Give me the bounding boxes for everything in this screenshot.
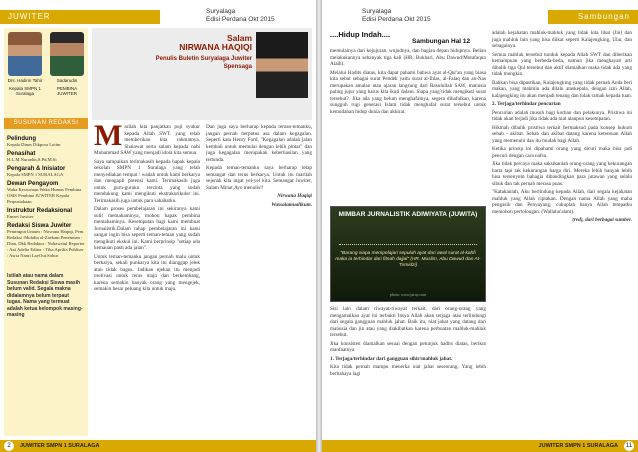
article-b8: Jika tidak percaya maka saksikanlah orang-orang yang kekurangan harta tapi tak kekurangan harga diri. Mereka lebih banyak lebih bisa tersenyum bahagia dibandingkan para jutawan yang selalu sibuk dan tak pernah merasa puas.	[492, 161, 632, 187]
headmaster-name: Drs. Hadirin Tahir	[7, 78, 43, 83]
penasihat-heading: Penasihat	[7, 151, 36, 157]
pelindung-heading: Pelindung	[7, 136, 36, 142]
salam-header-box	[92, 28, 312, 120]
headmaster-photo	[8, 32, 42, 76]
article-b2: Semua mahluk tersebut tunduk kepada Allah SWT dan diberikan kemampuan yang berbeda-beda, namun jika menghayati arti dibalik tiga Qul tersebut dan aktif diamalkan maka tidak ada yang tidak mungkin.	[492, 51, 632, 77]
pelindung-text: Kepala Dinas Dikpora Lotim	[7, 142, 61, 147]
salam-body-3: Dalam proses pembelajaran ini sekiranya kami sulit memahaminya, mohon bapak pembina memahaminya. Kesempatan bagi kami membuat Jurnalistik.Dalam tahap pembelajaran ini kami sangat ingin bisa seperti teman-teman yang sudah mengikuti ekskul ini. Kami berprinsip "setiap ada kemauan pasti ada jalan".	[94, 206, 200, 251]
left-issue-info	[206, 8, 275, 24]
right-header-bar	[548, 10, 638, 24]
right-footer-bar	[322, 440, 638, 452]
salam-body-5: Dan juga saya berharap kepada teman-temanku, jangan pernah berputus asa dalam kegagalan. Seperti kata Henry Ford, "Kegagalan adalah jalan kembali untuk memulai dengan lebih pintar" dan juga kegagalan merupakan keberhasilan yang tertunda.	[206, 124, 312, 163]
left-footer-text: JUWITER SMPN 1 SURALAGA	[20, 443, 100, 449]
article-column-2	[492, 30, 632, 438]
left-page	[0, 0, 316, 452]
quote-title: MIMBAR JURNALISTIK ADIWIYATA (JUWITA)	[338, 211, 478, 218]
staff-photos	[4, 28, 88, 118]
dewan-text: Waka Kesiswaan Waka Humas Pembina OSIS Pembina JUWITER Kepala Perpustakaan	[7, 187, 82, 204]
quote-text: "Barang siapa mempelajari sepuluh ayat dari awal surat al-kahfi maka ia terhindar dari fitnah dajjal" (HR. Muslim, Abu Dawud dan At-Tirmidzi)	[335, 251, 481, 268]
pembina-photo	[50, 32, 84, 76]
redaksi-siswa-text: Pemimpin Umum : Nirwana Haqiqi, Pem. Redaksi :Muhdin al-Zaekam Penemuan : Dian, Dkk Redaktur : Yuliawatul Reporter : Ani Adelia Editor : Tika Aprilia Publiser : Asria Nanri LayOut:Sohur	[7, 229, 85, 258]
left-header-title: JUWITER	[8, 12, 51, 21]
salam-body-1: arilah kita panjatkan puji syukur kepada Allah SWT. yang telah memberikan kita rahmatnya. Shalawat serta salam kepada nabi Muhammad SAW yang menjadi idola kita semua.	[94, 124, 200, 156]
article-b4: 2. Terjaga/terhindar pencurian	[492, 101, 561, 107]
pembina-role: PEMBINA JUWITER	[56, 85, 78, 96]
left-header-bar	[0, 10, 160, 24]
left-page-number: 2	[4, 441, 14, 451]
salam-body-2: Saya sampaikan terimakasih kepada bapak kepala sekolah SMPN 1 Suralaga yang telah menyediakan tempat / wadah untuk kami berkarya dan mengapli potensi kami. Terimakasih juga untuk guru-guruku tercinta yang sudah mendukung kami mengikuti ekstrakurikuler ini. Terimakasih juga untuk para sahabatku.	[94, 158, 200, 204]
salam-column-2	[206, 124, 312, 436]
left-issue-brand: Suryalaga	[206, 8, 236, 15]
redaksi-title: SUSUNAN REDAKSI	[4, 118, 88, 129]
article-a4: Jika konsisten diamalkan sesuai dengan petunjuk hadits diatas, berikut manfaatnya	[330, 340, 486, 353]
salam-sign-name: Nirwana Haqiqi	[277, 193, 312, 199]
instruktur-heading: Instruktur Redaksional	[7, 208, 73, 214]
article-a2: Melalui Hadits diatas, kita dapat pahami bahwa ayat al-Qur'an yang biasa kita sebut sebagai surat Pendek yaitu surat al-Ihlas, al-Falaq dan an-Nas merupakan amalan atau ajaran langsung dari Rasulullah SAW, manusia paling jujur yang harus kita ikuti dalam. Siapa yang tidak mengikuti surat tersebut?. Jika ada yang belum menghafalnya, segera dihafalkan, karena sungguh rugi generasi Islam tidak menghafal surat tersebut untuk kemudahan hidup dunia dan akhirat.	[330, 69, 486, 115]
right-page	[322, 0, 638, 452]
article-kicker: ....Hidup Indah....	[330, 30, 390, 39]
sidebar	[4, 28, 88, 436]
salam-title-line1: Salam	[226, 33, 252, 43]
salam-subtitle: Penulis Buletin Suryalaga Juwiter Spensaga	[155, 56, 252, 70]
redaksi-list	[4, 129, 88, 323]
arabic-text-decoration	[339, 233, 477, 245]
redaksi-siswa-heading: Redaksi Siswa Juwiter	[7, 223, 72, 229]
salam-title	[179, 34, 252, 52]
article-a5: 1. Terjaga/terhindar dari gangguan sihir/mahluk jahat.	[330, 355, 453, 362]
article-b1: adalah kejahatan mahluk-mahluk yang tidak kita lihat (Jin) dan juga mahluk lain yang bisa diikat seperti Kalajengking, Ular, dan sebagainya.	[492, 30, 632, 49]
right-issue-info	[362, 8, 431, 24]
salam-column-1	[94, 124, 200, 436]
redaksi-note: Istilah atau nama dalam Susunan Redaksi Siswa masih belum valid. Segala makna didalamnya belum terpaut tugas. Nama yang termuat adalah ketua kelompok masing-masing	[7, 273, 83, 318]
salam-body-6: Kepada teman-temanku saya berharap tetap semangat dan terus berkarya. Untuk itu marilah sejenak kita ingat yel-yel kita. Semangat Juwiter, Salam Minat,Ayo menulis!!	[206, 165, 312, 191]
salam-title-line2: NIRWANA HAQIQI	[179, 42, 252, 52]
right-footer-text: JUWITER SMPN 1 SURALAGA	[538, 443, 618, 449]
instruktur-text: Emzet Juwiter	[7, 214, 34, 219]
salam-sign-close: Wassalamualikum.	[271, 201, 312, 208]
right-page-number: 11	[625, 443, 633, 449]
article-column-1-top	[330, 48, 486, 204]
article-b9: "Katakanlah, Aku berlindung kepada Allah, dari segala kejahatan mahluk yang Allah ciptakan. Dengan nama Allah yang maha pengasih dan Penyayang, cukuplah hanya Allah tempatku memohon pertolongan. (Wallahu'alam).	[492, 189, 632, 215]
left-issue-date: Edisi Perdana Okt 2015	[206, 16, 275, 23]
right-issue-date: Edisi Perdana Okt 2015	[362, 16, 431, 23]
right-issue-brand: Suryalaga	[362, 8, 392, 15]
article-b7: Ketika prinsip ini dipahami orang yang dicuri maka bisa jadi pencuri dengan cara nafsu.	[492, 146, 632, 159]
dewan-heading: Dewan Pengayom	[7, 181, 59, 187]
article-column-1-bottom	[330, 306, 486, 438]
article-b6: Hikmah dibalik pristiwa terkait bermaksud pada konsep hukum sebab - akibat. Sebab dan akibat datang karena ketentuan Allah yang memenuhi dan itu mudah bagi Allah.	[492, 124, 632, 144]
article-b3: Bahkan bisa dipastikan, Kalajengking yang tidak pernah Anda beri makan, yang mahmin ada dilalu ataskepala, dengan izin Allah, kalajengking itu akan menjadi tenang dan tidak ramah kepada tuan.	[492, 79, 632, 99]
article-b10: (red), dari berbagai sumber.	[572, 217, 632, 223]
quote-source: photo: www.jaruy.com	[389, 292, 427, 297]
pembina-name: Sadarudin	[56, 78, 78, 83]
author-photo	[256, 32, 308, 98]
article-a1: memulainya dari kejujuran, wujudnya, dan bagian depan hidupnya. Beliau melakukannya sebanyak tiga kali (HR. Bukhari, Abu Dawud/Mutafaqun Alaih).	[330, 48, 486, 67]
person-headmaster	[6, 32, 44, 118]
headmaster-role: Kepala SMPN 1 Suralaga	[8, 85, 42, 96]
salam-body-4: Untuk teman-temanku jangan pernah malu untuk berkarya, sekali punkarya kita itu dianggap jelek atau tidak bagus. Jadikan ejekan itu menjadi motivasi untuk terus maju dan berkembang, karena semakin banyak orang yang mengejek, semakin besar peluang kita untuk maju.	[94, 253, 200, 292]
article-a3: Sisi lain dalam riwayat-riwayat terkait, dari orang-orang yang mengamalkan ayat ini terbukti Insya Allah akan terjaga atau terlindungi dari segala gangguan mahluk jahat. Baik itu, niat jahat yang datang dari manusia dan jin atau yang diakibatkan karena perbuatan mahluk-mahluk tersebut.	[330, 306, 486, 338]
pengarah-text: Kepala SMPN 1 SURALAGA	[7, 172, 64, 177]
quote-image	[330, 206, 486, 302]
penasihat-text: H.L.M.Nuraelin,S.Pd,M.Si	[7, 157, 57, 162]
continuation-label: Sambungan Hal 12	[412, 38, 471, 45]
article-a6: Kita tidak pernah mampu menerka niat jahat seseorang. Yang lebih berbahaya lagi	[330, 364, 486, 377]
article-b5: Pencurian adalah musuh bagi korban dan pelakunya. Pristiwa ini tidak akan terjadi jika tidak ada niat ataupun kesempatan.	[492, 109, 632, 122]
dropcap-m: M	[94, 124, 123, 152]
pengarah-heading: Pengarah & Inisiator	[7, 166, 66, 172]
left-footer-bar	[0, 440, 316, 452]
right-header-title: Sambungan	[577, 12, 630, 21]
person-pembina	[48, 32, 86, 118]
